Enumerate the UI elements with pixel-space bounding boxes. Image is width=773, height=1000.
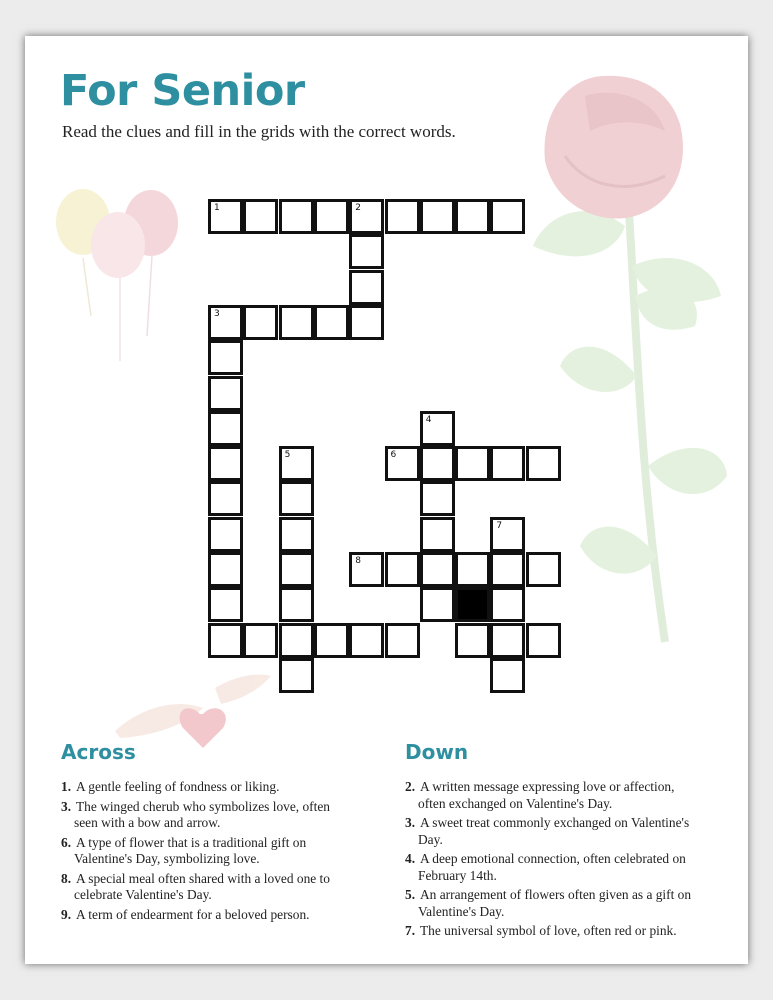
- grid-cell[interactable]: [243, 199, 278, 234]
- clue-text: A type of flower that is a traditional gift on Valentine's Day, symbolizing love.: [74, 834, 307, 866]
- grid-cell[interactable]: [420, 199, 455, 234]
- cell-number: 2: [355, 203, 361, 213]
- clue-number: 5.: [405, 887, 416, 902]
- down-clue: [405, 887, 705, 920]
- clue-text: A special meal often shared with a loved one to celebrate Valentine's Day.: [74, 870, 330, 902]
- grid-cell[interactable]: [314, 623, 349, 658]
- clue-number: 3.: [61, 798, 72, 814]
- down-clue: [405, 851, 705, 884]
- grid-cell[interactable]: [349, 623, 384, 658]
- grid-cell[interactable]: [490, 552, 525, 587]
- grid-cell[interactable]: [208, 517, 243, 552]
- down-clue-list: [405, 779, 705, 943]
- grid-cell[interactable]: [349, 234, 384, 269]
- grid-cell[interactable]: [349, 199, 384, 234]
- grid-cell[interactable]: [455, 199, 490, 234]
- across-heading: Across: [61, 740, 136, 764]
- down-clue: [405, 779, 705, 812]
- grid-cell[interactable]: [490, 623, 525, 658]
- cell-number: 3: [214, 308, 220, 319]
- grid-cell[interactable]: [279, 199, 314, 234]
- grid-cell[interactable]: [385, 552, 420, 587]
- clue-text: A gentle feeling of fondness or liking.: [76, 779, 280, 794]
- across-clue: [61, 907, 351, 924]
- grid-cell[interactable]: [279, 623, 314, 658]
- grid-cell[interactable]: [420, 481, 455, 516]
- grid-cell[interactable]: [455, 552, 490, 587]
- grid-cell[interactable]: [490, 517, 525, 552]
- grid-cell[interactable]: [243, 305, 278, 340]
- clue-text: A deep emotional connection, often celebrated on February 14th.: [418, 851, 686, 883]
- grid-cell[interactable]: [279, 446, 314, 481]
- cell-number: 4: [425, 414, 432, 425]
- grid-cell[interactable]: [208, 305, 243, 340]
- cell-number: 8: [355, 556, 361, 566]
- grid-cell[interactable]: [526, 446, 561, 481]
- grid-cell[interactable]: [526, 623, 561, 658]
- clue-number: 2.: [405, 779, 416, 794]
- cell-number: 6: [390, 450, 397, 461]
- grid-cell[interactable]: [526, 552, 561, 587]
- grid-cell[interactable]: [314, 199, 349, 234]
- across-clue: [61, 871, 351, 904]
- grid-cell[interactable]: [385, 199, 420, 234]
- clue-text: A sweet treat commonly exchanged on Valentine's Day.: [418, 815, 690, 847]
- cell-number: 1: [214, 203, 220, 213]
- grid-cell[interactable]: [314, 305, 349, 340]
- across-clue: [61, 799, 351, 832]
- grid-cell[interactable]: [490, 446, 525, 481]
- balloons-icon: [56, 189, 178, 361]
- grid-cell[interactable]: [208, 411, 243, 446]
- grid-cell[interactable]: [455, 623, 490, 658]
- clue-number: 6.: [61, 834, 72, 850]
- winged-heart-icon: [115, 675, 271, 749]
- grid-cell[interactable]: [279, 658, 314, 693]
- grid-cell[interactable]: [385, 623, 420, 658]
- grid-cell[interactable]: [420, 517, 455, 552]
- across-clue: [61, 779, 351, 796]
- grid-cell[interactable]: [243, 623, 278, 658]
- grid-cell[interactable]: [349, 270, 384, 305]
- grid-cell[interactable]: [420, 587, 455, 622]
- rose-icon: [533, 76, 727, 642]
- clue-text: An arrangement of flowers often given as a gift on Valentine's Day.: [418, 887, 692, 919]
- grid-cell[interactable]: [279, 481, 314, 516]
- clue-text: The universal symbol of love, often red or pink.: [420, 923, 677, 938]
- clue-text: A written message expressing love or affection, often exchanged on Valentine's Day.: [418, 779, 675, 811]
- clue-number: 3.: [405, 815, 416, 830]
- clue-number: 4.: [405, 851, 416, 866]
- grid-cell[interactable]: [208, 340, 243, 375]
- clue-number: 8.: [61, 870, 72, 886]
- clue-number: 7.: [405, 923, 416, 938]
- down-clue: [405, 923, 705, 940]
- grid-cell[interactable]: [385, 446, 420, 481]
- clue-text: A term of endearment for a beloved person.: [76, 906, 310, 922]
- grid-cell[interactable]: [420, 552, 455, 587]
- cell-number: 7: [496, 520, 503, 531]
- grid-cell[interactable]: [490, 587, 525, 622]
- grid-block-cell: [455, 587, 490, 622]
- page-title: For Senior: [60, 66, 305, 116]
- worksheet-page: [25, 36, 748, 964]
- grid-cell[interactable]: [420, 446, 455, 481]
- grid-cell[interactable]: [208, 587, 243, 622]
- grid-cell[interactable]: [208, 623, 243, 658]
- grid-cell[interactable]: [208, 376, 243, 411]
- grid-cell[interactable]: [279, 587, 314, 622]
- across-clue: [61, 835, 351, 868]
- grid-cell[interactable]: [455, 446, 490, 481]
- instructions-text: Read the clues and fill in the grids with the correct words.: [62, 122, 456, 141]
- across-clue-list: [61, 779, 351, 926]
- grid-cell[interactable]: [349, 305, 384, 340]
- grid-cell[interactable]: [490, 658, 525, 693]
- grid-cell[interactable]: [208, 446, 243, 481]
- down-heading: Down: [405, 740, 469, 764]
- grid-cell[interactable]: [420, 411, 455, 446]
- clue-number: 9.: [61, 906, 72, 922]
- clue-text: The winged cherub who symbolizes love, often seen with a bow and arrow.: [74, 798, 330, 830]
- grid-cell[interactable]: [349, 552, 384, 587]
- grid-cell[interactable]: [279, 552, 314, 587]
- down-clue: [405, 815, 705, 848]
- grid-cell[interactable]: [208, 552, 243, 587]
- grid-cell[interactable]: [490, 199, 525, 234]
- cell-number: 5: [284, 450, 291, 461]
- grid-cell[interactable]: [208, 199, 243, 234]
- grid-cell[interactable]: [208, 481, 243, 516]
- clue-number: 1.: [61, 779, 72, 794]
- grid-cell[interactable]: [279, 517, 314, 552]
- grid-cell[interactable]: [279, 305, 314, 340]
